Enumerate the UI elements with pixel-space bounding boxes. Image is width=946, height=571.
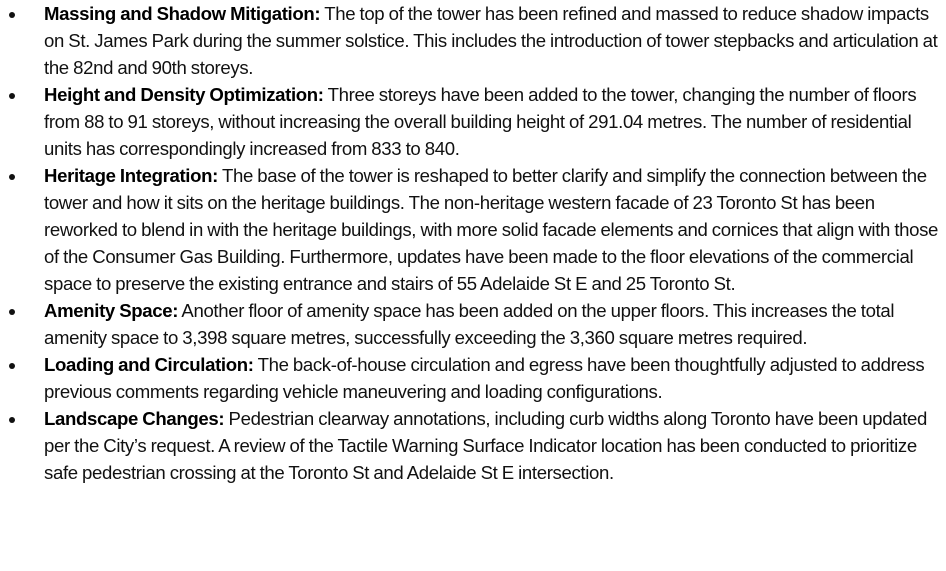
bullet-dot-icon: [9, 12, 15, 18]
bullet-dot-icon: [9, 93, 15, 99]
item-text: Pedestrian clearway annotations, including curb widths along Toronto have been updated per the City’s request. A review of the Tactile Warning Surface Indicator location has been conducted to prioritize safe pedestrian crossing at the Toronto St and Adelaide St E intersection.: [44, 408, 928, 483]
item-text: Three storeys have been added to the tower, changing the number of floors from 88 to 91 storeys, without increasing the overall building height of 291.04 metres. The number of residential units has correspondingly increased from 833 to 840.: [44, 84, 917, 159]
item-heading: Amenity Space:: [44, 300, 179, 321]
list-item-massing: [0, 0, 946, 81]
list-item-height-density: [0, 81, 946, 162]
bullet-dot-icon: [9, 174, 15, 180]
list-item-loading: [0, 351, 946, 405]
list-item-landscape: [0, 405, 946, 486]
item-text: The back-of-house circulation and egress have been thoughtfully adjusted to address previous comments regarding vehicle maneuvering and loading configurations.: [44, 354, 925, 402]
list-item-heritage: [0, 162, 946, 297]
bullet-dot-icon: [9, 363, 15, 369]
item-text: The base of the tower is reshaped to better clarify and simplify the connection between the tower and how it sits on the heritage buildings. The non-heritage western facade of 23 Toronto St has been reworked to blend in with the heritage buildings, with more solid facade elements and cornices that align with those of the Consumer Gas Building. Furthermore, updates have been made to the floor elevations of the commercial space to preserve the existing entrance and stairs of 55 Adelaide St E and 25 Toronto St.: [44, 165, 939, 294]
item-heading: Loading and Circulation:: [44, 354, 254, 375]
item-text: The top of the tower has been refined and massed to reduce shadow impacts on St. James Park during the summer solstice. This includes the introduction of tower stepbacks and articulation at the 82nd and 90th storeys.: [44, 3, 938, 78]
bullet-dot-icon: [9, 417, 15, 423]
item-heading: Height and Density Optimization:: [44, 84, 324, 105]
item-text: Another floor of amenity space has been added on the upper floors. This increases the total amenity space to 3,398 square metres, successfully exceeding the 3,360 square metres required.: [44, 300, 895, 348]
item-heading: Massing and Shadow Mitigation:: [44, 3, 321, 24]
item-heading: Landscape Changes:: [44, 408, 225, 429]
list-item-amenity: [0, 297, 946, 351]
bullet-dot-icon: [9, 309, 15, 315]
item-heading: Heritage Integration:: [44, 165, 218, 186]
